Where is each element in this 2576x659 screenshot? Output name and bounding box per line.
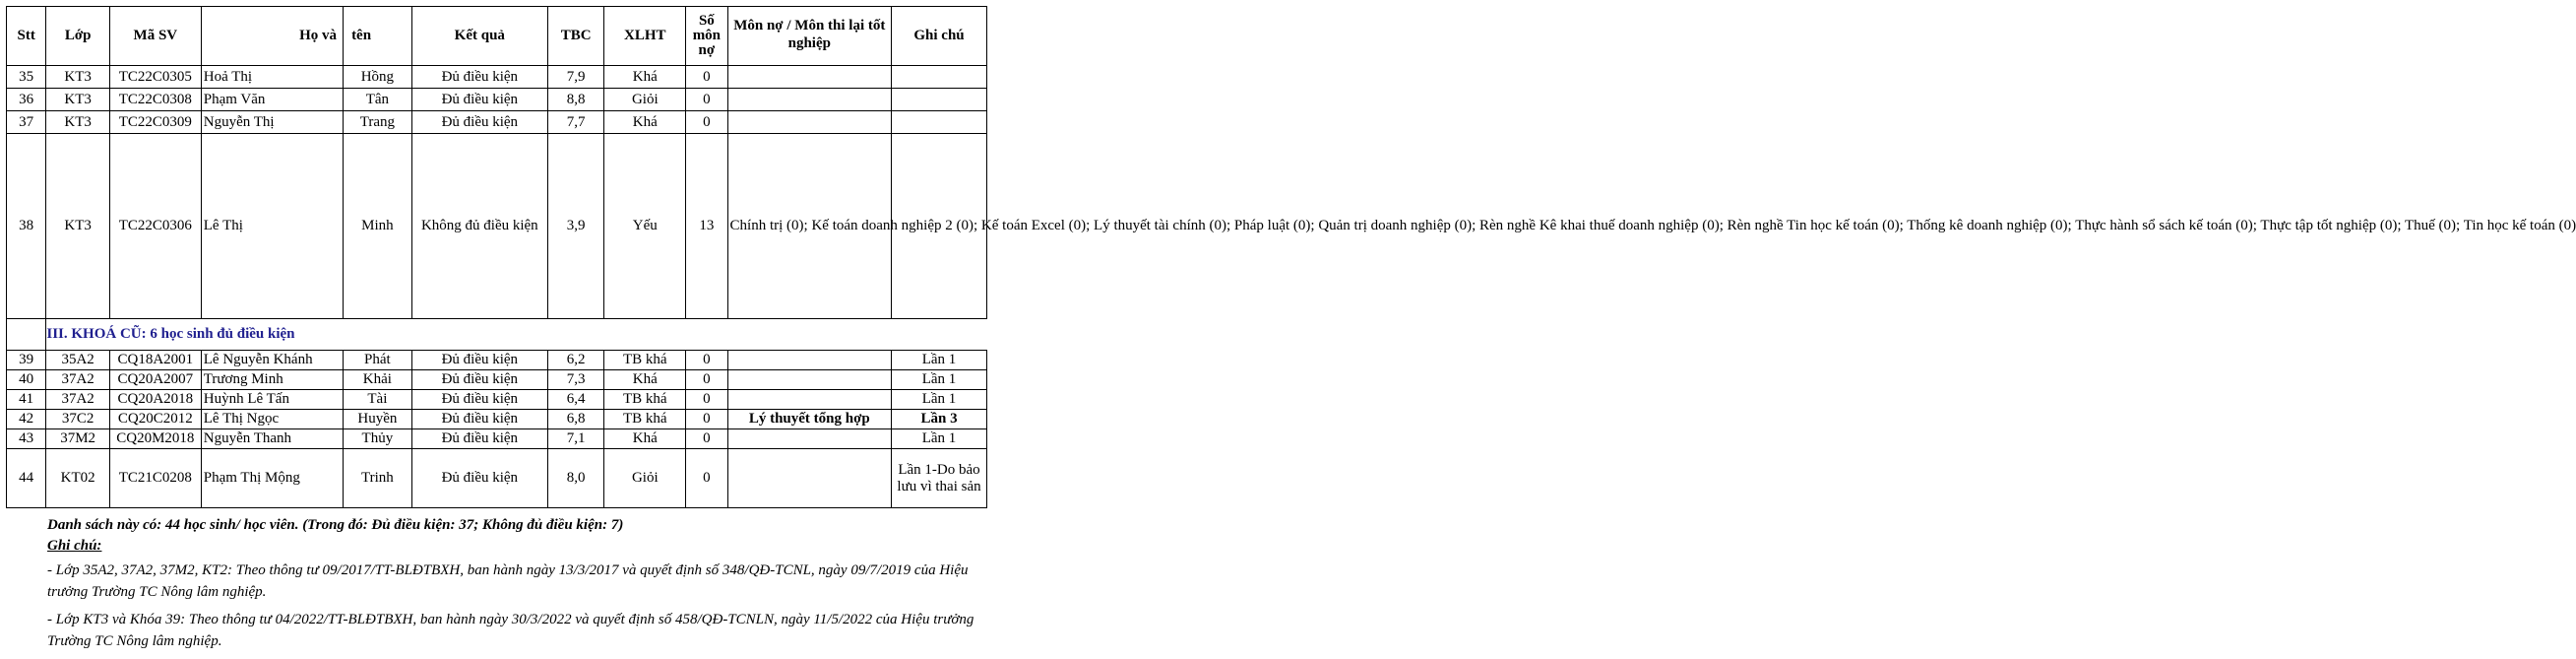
cell-ten: Huyền xyxy=(344,410,412,429)
cell-tbc: 8,8 xyxy=(547,89,604,111)
cell-stt: 42 xyxy=(7,410,46,429)
col-ghichu: Ghi chú xyxy=(892,7,987,66)
col-ho: Họ và xyxy=(201,7,343,66)
table-row xyxy=(7,111,987,134)
summary-line: Danh sách này có: 44 học sinh/ học viên. (Trong đó: Đủ điều kiện: 37; Không đủ điều kiện: 7) xyxy=(47,517,624,533)
cell-ten: Minh xyxy=(344,134,412,319)
cell-so: 0 xyxy=(686,370,727,390)
cell-lop: 37A2 xyxy=(46,390,110,410)
cell-xlht: TB khá xyxy=(604,410,686,429)
cell-ho: Phạm Thị Mộng xyxy=(201,449,343,508)
cell-monno xyxy=(727,66,892,89)
cell-stt: 44 xyxy=(7,449,46,508)
cell-ten: Thủy xyxy=(344,429,412,449)
cell-stt: 40 xyxy=(7,370,46,390)
cell-monno xyxy=(727,89,892,111)
cell-ten: Tân xyxy=(344,89,412,111)
col-masv: Mã SV xyxy=(109,7,201,66)
cell-ho: Lê Thị Ngọc xyxy=(201,410,343,429)
cell-ho: Lê Nguyễn Khánh xyxy=(201,351,343,370)
table-row xyxy=(7,351,987,370)
cell-ten: Trang xyxy=(344,111,412,134)
cell-ten: Phát xyxy=(344,351,412,370)
cell-ho: Nguyễn Thị xyxy=(201,111,343,134)
cell-stt: 36 xyxy=(7,89,46,111)
cell-masv: TC22C0305 xyxy=(109,66,201,89)
cell-ghichu xyxy=(892,111,987,134)
cell-tbc: 7,9 xyxy=(547,66,604,89)
cell-ketqua: Đủ điều kiện xyxy=(411,66,547,89)
table-row xyxy=(7,429,987,449)
cell-xlht: Yếu xyxy=(604,134,686,319)
cell-tbc: 6,4 xyxy=(547,390,604,410)
col-xlht: XLHT xyxy=(604,7,686,66)
col-somon: Số môn nợ xyxy=(686,7,727,66)
cell-ho: Hoả Thị xyxy=(201,66,343,89)
cell-ho: Phạm Văn xyxy=(201,89,343,111)
table-row xyxy=(7,390,987,410)
cell-ghichu: Lần 1 xyxy=(892,390,987,410)
cell-monno xyxy=(727,351,892,370)
cell-ten: Tài xyxy=(344,390,412,410)
cell-ho: Trương Minh xyxy=(201,370,343,390)
cell-ten: Trinh xyxy=(344,449,412,508)
cell-so: 0 xyxy=(686,449,727,508)
cell-lop: KT3 xyxy=(46,134,110,319)
cell-monno xyxy=(727,111,892,134)
cell-tbc: 6,8 xyxy=(547,410,604,429)
table-row xyxy=(7,89,987,111)
cell-so: 0 xyxy=(686,66,727,89)
cell-masv: TC22C0309 xyxy=(109,111,201,134)
cell-monno xyxy=(727,370,892,390)
cell-ketqua: Đủ điều kiện xyxy=(411,410,547,429)
cell-so: 0 xyxy=(686,410,727,429)
cell-ketqua: Đủ điều kiện xyxy=(411,449,547,508)
note-title: Ghi chú: xyxy=(47,538,102,554)
cell-ho: Lê Thị xyxy=(201,134,343,319)
cell-ghichu: Lần 1 xyxy=(892,351,987,370)
cell-monno xyxy=(727,390,892,410)
cell-tbc: 7,7 xyxy=(547,111,604,134)
cell-xlht: Khá xyxy=(604,66,686,89)
cell-stt: 39 xyxy=(7,351,46,370)
cell-ten: Hồng xyxy=(344,66,412,89)
cell-monno: Lý thuyết tổng hợp xyxy=(727,410,892,429)
cell-xlht: TB khá xyxy=(604,390,686,410)
cell-tbc: 3,9 xyxy=(547,134,604,319)
col-ten: tên xyxy=(344,7,412,66)
cell-lop: KT3 xyxy=(46,111,110,134)
cell-tbc: 8,0 xyxy=(547,449,604,508)
cell-so: 0 xyxy=(686,390,727,410)
table-row xyxy=(7,410,987,429)
header-row xyxy=(7,7,987,66)
cell-ho: Huỳnh Lê Tấn xyxy=(201,390,343,410)
cell-masv: TC21C0208 xyxy=(109,449,201,508)
col-tbc: TBC xyxy=(547,7,604,66)
cell-tbc: 7,1 xyxy=(547,429,604,449)
cell-masv: CQ20M2018 xyxy=(109,429,201,449)
note-2: - Lớp KT3 và Khóa 39: Theo thông tư 04/2022/TT-BLĐTBXH, ban hành ngày 30/3/2022 và quyết định số 458/QĐ-TCNLN, ngày 11/5/2022 của Hiệu trưởng Trường TC Nông lâm nghiệp. xyxy=(47,612,974,649)
cell-masv: TC22C0308 xyxy=(109,89,201,111)
cell-masv: TC22C0306 xyxy=(109,134,201,319)
note-1: - Lớp 35A2, 37A2, 37M2, KT2: Theo thông tư 09/2017/TT-BLĐTBXH, ban hành ngày 13/3/2017 và quyết định số 348/QĐ-TCNL, ngày 09/7/2019 của Hiệu trưởng Trường TC Nông lâm nghiệp. xyxy=(47,562,969,600)
cell-ghichu xyxy=(892,89,987,111)
section-row xyxy=(7,319,987,351)
cell-ketqua: Đủ điều kiện xyxy=(411,351,547,370)
cell-so: 0 xyxy=(686,111,727,134)
cell-xlht: TB khá xyxy=(604,351,686,370)
cell-ketqua: Đủ điều kiện xyxy=(411,111,547,134)
cell-monno: Chính trị (0); Kế toán doanh nghiệp 2 (0); Kế toán Excel (0); Lý thuyết tài chính (0); Pháp luật (0); Quản trị doanh nghiệp (0); Rèn nghề Kê khai thuế doanh nghiệp (0); Rèn nghề Tin học kế toán (0); Thống kê doanh nghiệp (0); Thực hành sổ sách kế toán (0); Thực tập tốt nghiệp (0); Thuế (0); Tin học kế toán (0) xyxy=(727,134,892,319)
cell-lop: 37C2 xyxy=(46,410,110,429)
cell-xlht: Khá xyxy=(604,429,686,449)
table-row xyxy=(7,134,987,319)
cell-tbc: 6,2 xyxy=(547,351,604,370)
cell-masv: CQ20A2007 xyxy=(109,370,201,390)
cell-ketqua: Đủ điều kiện xyxy=(411,89,547,111)
cell-so: 0 xyxy=(686,351,727,370)
cell-so: 0 xyxy=(686,429,727,449)
cell-ketqua: Đủ điều kiện xyxy=(411,429,547,449)
cell-ho: Nguyễn Thanh xyxy=(201,429,343,449)
col-lop: Lớp xyxy=(46,7,110,66)
cell-ghichu: Lần 3 xyxy=(892,410,987,429)
cell-ghichu xyxy=(892,66,987,89)
cell-lop: 37A2 xyxy=(46,370,110,390)
cell-ketqua: Không đủ điều kiện xyxy=(411,134,547,319)
cell-ghichu: Lần 1 xyxy=(892,370,987,390)
cell-xlht: Giỏi xyxy=(604,89,686,111)
cell-tbc: 7,3 xyxy=(547,370,604,390)
table-body xyxy=(7,66,2576,508)
cell-xlht: Khá xyxy=(604,111,686,134)
cell-ketqua: Đủ điều kiện xyxy=(411,390,547,410)
cell-ghichu: Lần 1-Do bảo lưu vì thai sản xyxy=(892,449,987,508)
table-row xyxy=(7,370,987,390)
cell-stt: 37 xyxy=(7,111,46,134)
cell-masv: CQ18A2001 xyxy=(109,351,201,370)
section-title: III. KHOÁ CŨ: 6 học sinh đủ điều kiện xyxy=(46,319,987,351)
col-stt: Stt xyxy=(7,7,46,66)
cell-ketqua: Đủ điều kiện xyxy=(411,370,547,390)
cell-masv: CQ20A2018 xyxy=(109,390,201,410)
cell-monno xyxy=(727,429,892,449)
cell-stt: 43 xyxy=(7,429,46,449)
cell-lop: KT3 xyxy=(46,66,110,89)
cell-stt: 41 xyxy=(7,390,46,410)
cell-stt: 35 xyxy=(7,66,46,89)
cell-lop: 35A2 xyxy=(46,351,110,370)
cell-ghichu: Lần 1 xyxy=(892,429,987,449)
cell-lop: KT02 xyxy=(46,449,110,508)
cell-so: 13 xyxy=(686,134,727,319)
col-monno: Môn nợ / Môn thi lại tốt nghiệp xyxy=(727,7,892,66)
cell-so: 0 xyxy=(686,89,727,111)
cell-masv: CQ20C2012 xyxy=(109,410,201,429)
cell-xlht: Giỏi xyxy=(604,449,686,508)
cell-lop: 37M2 xyxy=(46,429,110,449)
col-ketqua: Kết quả xyxy=(411,7,547,66)
cell-lop: KT3 xyxy=(46,89,110,111)
cell-stt: 38 xyxy=(7,134,46,319)
results-table xyxy=(6,6,2576,508)
table-row xyxy=(7,449,987,508)
cell-ten: Khải xyxy=(344,370,412,390)
cell-xlht: Khá xyxy=(604,370,686,390)
table-row xyxy=(7,66,987,89)
cell-monno xyxy=(727,449,892,508)
